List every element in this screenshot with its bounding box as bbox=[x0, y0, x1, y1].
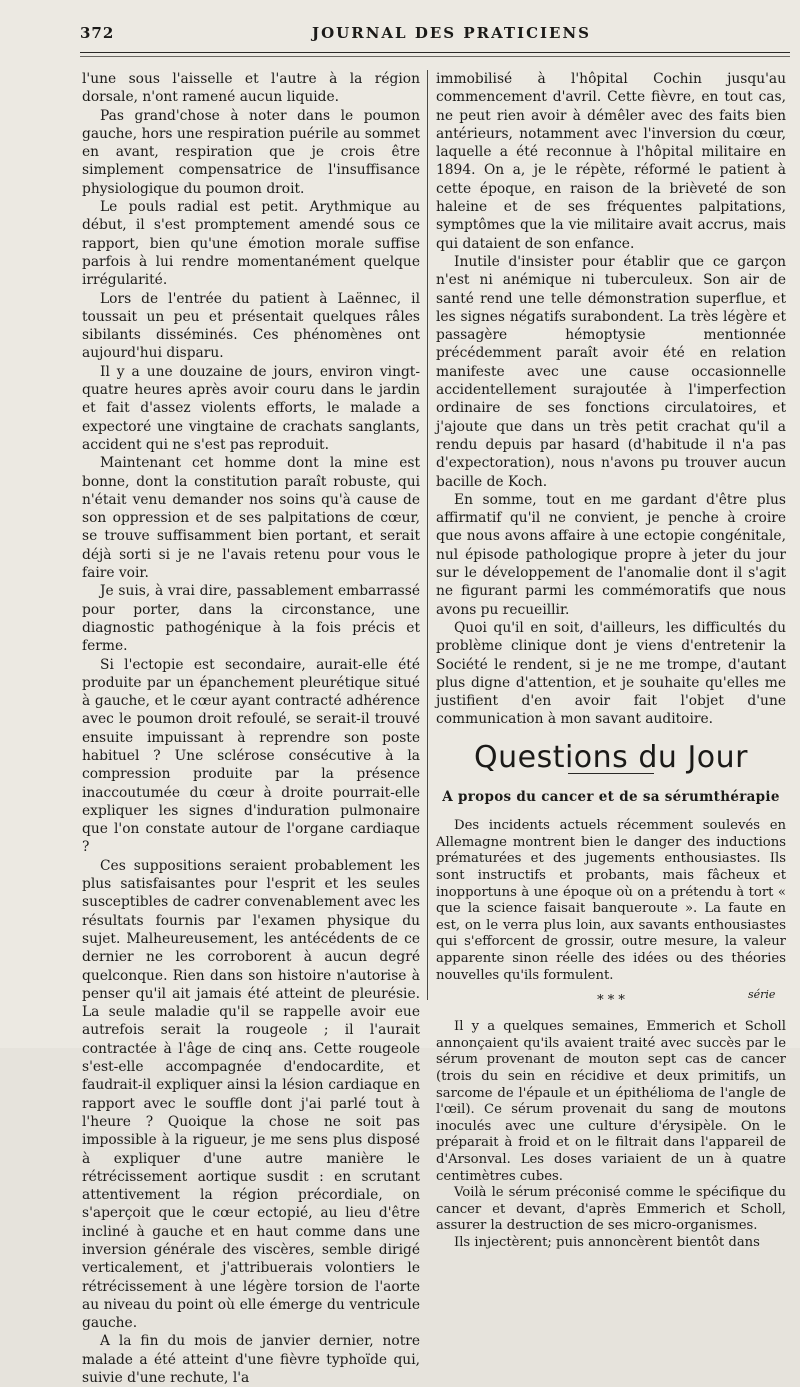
paragraph: Lors de l'entrée du patient à Laënnec, il toussait un peu et présentait quelques râles sibilants disséminés. Ces phénomènes ont aujourd'hui disparu. bbox=[82, 290, 420, 362]
article-title: A propos du cancer et de sa sérumthérapie bbox=[442, 788, 780, 805]
paragraph: Si l'ectopie est secondaire, aurait-elle été produite par un épanchement pleurétique situé à gauche, et le cœur ayant contracté adhérence avec le poumon droit refoulé, se serait-il trouvé ensuite impuissant à reprendre son poste habituel ? Une sclérose consécutive à la compression produite par la présence inaccoutumée du cœur à droite pourrait-elle expliquer les signes d'induration pulmonaire que l'on constate autour de l'organe cardiaque ? bbox=[82, 656, 420, 856]
paragraph: A la fin du mois de janvier dernier, notre malade a été atteint d'une fièvre typhoïde qui, suivie d'une rechute, l'a bbox=[82, 1333, 420, 1387]
paragraph: Il y a quelques semaines, Emmerich et Scholl annonçaient qu'ils avaient traité avec succès par le sérum provenant de mouton sept cas de cancer (trois du sein en récidive et deux primitifs, un sarcome de l'épaule et un épithélioma de l'angle de l'œil). Ce sérum provenait du sang de moutons inoculés avec une culture d'érysipèle. On le préparait à froid et on le filtrait dans l'appareil de d'Arsonval. Les doses variaient de un à quatre centimètres cubes. bbox=[436, 1019, 786, 1184]
header-rule bbox=[80, 52, 790, 53]
header-rule-thin bbox=[80, 56, 790, 57]
paragraph: Inutile d'insister pour établir que ce garçon n'est ni anémique ni tuberculeux. Son air de santé rend une telle démonstration superflue, et les signes négatifs surabondent. La très légère et passagère hémoptysie mentionnée précédemment paraît avoir été en relation manifeste avec une cause occasionnelle accidentellement surajoutée à l'imperfection ordinaire de ses fonctions circulatoires, et j'ajoute que dans un très petit crachat qu'il a rendu depuis par hasard (d'habitude il n'a pas d'expectoration), nous n'avons pu trouver aucun bacille de Koch. bbox=[436, 253, 786, 490]
page-header bbox=[80, 24, 780, 48]
paragraph: Maintenant cet homme dont la mine est bonne, dont la constitution paraît robuste, qui n'était venu demander nos soins qu'à cause de son oppression et de ses palpitations de cœur, se trouve suffisamment bien portant, et serait déjà sorti si je ne l'avais retenu pour vous le faire voir. bbox=[82, 455, 420, 582]
paragraph: Il y a une douzaine de jours, environ vingt-quatre heures après avoir couru dans le jardin et fait d'assez violents efforts, le malade a expectoré une vingtaine de crachats sanglants, accident qui ne s'est pas reproduit. bbox=[82, 363, 420, 453]
paragraph: Ces suppositions seraient probablement les plus satisfaisantes pour l'esprit et les seules susceptibles de cadrer convenablement avec les résultats fournis par l'examen physique du sujet. Malheureusement, les antécédents de ce dernier ne les corroborent à aucun degré quelconque. Rien dans son histoire n'autorise à penser qu'il ait jamais été atteint de pleurésie. La seule maladie qu'il se rappelle avoir eue autrefois serait la rougeole ; il l'aurait contractée à l'âge de cinq ans. Cette rougeole s'est-elle accompagnée d'endocardite, et faudrait-il expliquer ainsi la lésion cardiaque en rapport avec le souffle dont j'ai parlé tout à l'heure ? Quoique la chose ne soit pas impossible à la rigueur, je me sens plus disposé à expliquer d'une autre manière le rétrécissement aortique susdit : en scrutant attentivement la région précordiale, on s'aperçoit que le cœur ectopié, au lieu d'être incliné à gauche et en haut comme dans une inversion générale des viscères, semble dirigé verticalement, et j'attribuerais volontiers le rétrécissement à une légère torsion de l'aorte au niveau du point où elle émerge du ventricule gauche. bbox=[82, 857, 420, 1332]
separator-text: * * * bbox=[597, 993, 625, 1009]
paragraph: Ils injectèrent; puis annoncèrent bientôt dans bbox=[454, 1234, 760, 1250]
column-divider bbox=[427, 70, 428, 1000]
paragraph: l'une sous l'aisselle et l'autre à la région dorsale, n'ont ramené aucun liquide. bbox=[82, 71, 420, 106]
page-number: 372 bbox=[80, 24, 115, 42]
paragraph: En somme, tout en me gardant d'être plus affirmatif qu'il ne convient, je penche à croire que nous avons affaire à une ectopie congénitale, nul épisode pathologique propre à jeter du jour sur le développement de l'anomalie dont il s'agit ne figurant parmi les commémoratifs que nous avons pu recueillir. bbox=[436, 491, 786, 618]
paragraph: Voilà le sérum préconisé comme le spécifique du cancer et devant, d'après Emmerich et Scholl, assurer la destruction de ses micro-organismes. bbox=[436, 1185, 786, 1234]
paragraph: Je suis, à vrai dire, passablement embarrassé pour porter, dans la circonstance, une diagnostic pathogénique à la fois précis et ferme. bbox=[82, 583, 420, 655]
section-heading: Questions du Jour bbox=[474, 739, 748, 775]
running-title: JOURNAL DES PRATICIENS bbox=[312, 24, 591, 42]
paragraph: Quoi qu'il en soit, d'ailleurs, les difficultés du problème clinique dont je viens d'entretenir la Société le rendent, si je ne me trompe, d'autant plus digne d'attention, et je souhaite qu'elles me justifient d'en avoir fait l'objet d'une communication à mon savant auditoire. bbox=[436, 619, 786, 728]
right-column bbox=[436, 70, 786, 1252]
paragraph: Le pouls radial est petit. Arythmique au début, il s'est promptement amendé sous ce rapport, bien qu'une émotion morale suffise parfois à lui rendre momentanément quelque irrégularité. bbox=[82, 199, 420, 289]
article-intro: Des incidents actuels récemment soulevés en Allemagne montrent bien le danger des inductions prématurées et des jugements enthousiastes. Ils sont instructifs et probants, mais fâcheux et inopportuns à une époque où on a prétendu à tort « que la science faisait banqueroute ». La faute en est, on le verra plus loin, aux savants enthousiastes qui s'efforcent de grossir, outre mesure, la valeur apparente sinon réelle des idées ou des théories nouvelles qu'ils formulent. bbox=[436, 818, 786, 983]
paragraph: Pas grand'chose à noter dans le poumon gauche, hors une respiration puérile au sommet en avant, respiration que je crois être simplement compensatrice de l'insuffisance physiologique du poumon droit. bbox=[82, 107, 420, 197]
left-column bbox=[82, 70, 420, 1387]
paragraph: immobilisé à l'hôpital Cochin jusqu'au commencement d'avril. Cette fièvre, en tout cas, ne peut rien avoir à démêler avec des faits bien antérieurs, notamment avec l'inversion du cœur, laquelle a été reconnue à l'hôpital militaire en 1894. On a, je le répète, réformé le patient à cette époque, en raison de la brièveté de son haleine et de ses fréquentes palpitations, symptômes que la vie militaire avait accrus, mais qui dataient de son enfance. bbox=[436, 71, 786, 252]
footer-fragment: série bbox=[748, 988, 776, 1001]
